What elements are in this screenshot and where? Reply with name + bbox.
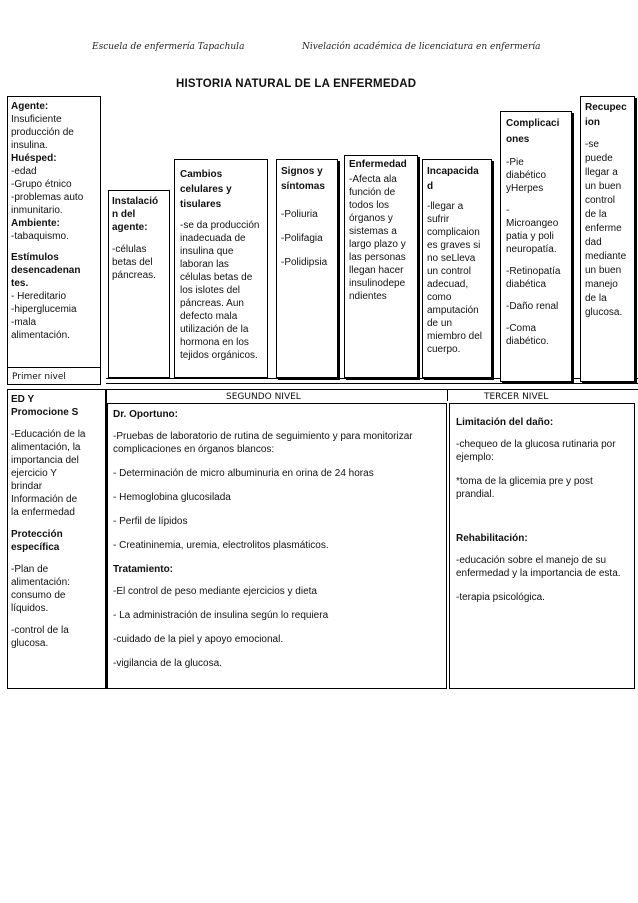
cambios-line: defecto mala <box>180 311 238 322</box>
tratamiento-title: Tratamiento: <box>113 564 174 575</box>
nivelacion-label: Nivelación académica de licenciatura en enfermería <box>302 42 541 52</box>
enfermedad-line: largo plazo y <box>349 239 406 250</box>
enfermedad-text <box>349 173 413 303</box>
recuperacion-line: un buen <box>585 265 622 276</box>
primer-nivel-box <box>7 367 101 385</box>
tratamiento-item: - La administración de insulina según lo requiera <box>113 610 329 621</box>
edu-line: ejercicio Y <box>11 468 57 479</box>
signos-item: -Polifagia <box>281 233 323 244</box>
recuperacion-line: manejo <box>585 279 618 290</box>
signos-title-line: síntomas <box>281 181 325 192</box>
prot-title-line: específica <box>11 542 60 553</box>
rehab-items <box>456 554 628 604</box>
complicacion-line: -Pie <box>506 157 524 168</box>
edu-title-line: ED Y <box>11 394 35 405</box>
enfermedad-line: insulinodepe <box>349 278 406 289</box>
edu-title-line: Promocione S <box>11 407 79 418</box>
complicacion-line: yHerpes <box>506 183 544 194</box>
prot-line: líquidos. <box>11 603 49 614</box>
estimulos-line: tes. <box>11 278 29 289</box>
limitacion-item: -chequeo de la glucosa rutinaria por ejemplo: <box>456 439 616 463</box>
prot-line: alimentación: <box>11 577 70 588</box>
incapacidad-line: no seLleva <box>427 253 476 264</box>
segundo-nivel-label: SEGUNDO NIVEL <box>226 392 301 402</box>
enfermedad-line: -Afecta ala <box>349 174 397 185</box>
stage-incapacidad <box>422 159 492 378</box>
recuperacion-line: un buen <box>585 181 622 192</box>
oportuno-items <box>113 430 441 552</box>
instalacion-text <box>112 243 166 282</box>
tratamiento-item: -vigilancia de la glucosa. <box>113 658 222 669</box>
oportuno-item: - Hemoglobina glucosilada <box>113 492 231 503</box>
agent-box <box>7 96 101 368</box>
stage-line-bottom <box>106 383 638 384</box>
cambios-line: hormona en los <box>180 337 249 348</box>
cambios-title-line: tisulares <box>180 199 222 210</box>
stage-complicaciones <box>500 111 572 382</box>
recuperacion-line: glucosa. <box>585 307 623 318</box>
stage-enfermedad <box>344 155 418 378</box>
agente-line: insulina. <box>11 140 48 151</box>
recuperacion-title <box>585 100 630 130</box>
incapacidad-line: de un <box>427 318 453 329</box>
huesped-item: -problemas auto <box>11 192 84 203</box>
agente-text <box>11 113 97 152</box>
tratamiento-item: -El control de peso mediante ejercicios y dieta <box>113 586 317 597</box>
edu-line: alimentación, la <box>11 442 81 453</box>
signos-item: -Poliuria <box>281 209 318 220</box>
enfermedad-line: todos los <box>349 200 390 211</box>
complicacion-line: neuropatía. <box>506 244 557 255</box>
complicaciones-title <box>506 116 566 148</box>
incapacidad-line: miembro del <box>427 331 483 342</box>
instalacion-title-line: Instalació <box>112 196 159 207</box>
estimulos-item: -hiperglucemia <box>11 304 77 315</box>
complicacion-line: - <box>506 205 510 216</box>
instalacion-line: -células <box>112 244 147 255</box>
cambios-line: utilización de la <box>180 324 249 335</box>
stage-signos <box>276 159 338 378</box>
edu-title <box>11 393 102 419</box>
ambiente-label: Ambiente: <box>11 218 60 229</box>
complicacion-line: Microangeo <box>506 218 559 229</box>
huesped-item: -edad <box>11 166 37 177</box>
estimulos-items <box>11 290 97 342</box>
agente-line: producción de <box>11 127 74 138</box>
incapacidad-title-line: d <box>427 181 434 192</box>
oportuno-item: - Determinación de micro albuminuria en orina de 24 horas <box>113 468 374 479</box>
recuperacion-line: puede <box>585 153 613 164</box>
recuperacion-line: de la <box>585 209 607 220</box>
edu-line: -Educación de la <box>11 429 86 440</box>
estimulos-item: -mala <box>11 317 37 328</box>
recuperacion-line: llegar a <box>585 167 618 178</box>
complicacion-item <box>506 300 566 313</box>
ambiente-item: -tabaquismo. <box>11 231 69 242</box>
signos-items <box>281 208 333 269</box>
complicacion-line: -Coma <box>506 323 537 334</box>
primer-nivel-label: Primer nivel <box>12 372 66 382</box>
instalacion-title-line: agente: <box>112 222 148 233</box>
enfermedad-line: función de <box>349 187 396 198</box>
huesped-item: inmunitario. <box>11 205 63 216</box>
enfermedad-line: las personas <box>349 252 406 263</box>
recuperacion-line: mediante <box>585 251 627 262</box>
prot-text2 <box>11 624 102 650</box>
incapacidad-line: es graves si <box>427 240 481 251</box>
prot-title-line: Protección <box>11 529 63 540</box>
limitacion-item: *toma de la glicemia pre y post prandial. <box>456 476 593 500</box>
incapacidad-line: sufrir <box>427 214 450 225</box>
instalacion-line: páncreas. <box>112 270 156 281</box>
cambios-line: tejidos orgánicos. <box>180 350 258 361</box>
recuperacion-line: control <box>585 195 616 206</box>
edu-line: la enfermedad <box>11 507 75 518</box>
estimulos-line: desencadenan <box>11 265 81 276</box>
oportuno-item: - Perfil de lípidos <box>113 516 188 527</box>
cambios-line: inadecuada de <box>180 233 246 244</box>
divider-2 <box>447 389 448 401</box>
huesped-item: -Grupo étnico <box>11 179 72 190</box>
edu-line: Información de <box>11 494 78 505</box>
incapacidad-line: un control <box>427 266 471 277</box>
cambios-line: -se da producción <box>180 220 260 231</box>
complicacion-line: -Daño renal <box>506 301 559 312</box>
complicaciones-title-line: ones <box>506 134 530 145</box>
prot-line: -control de la <box>11 625 69 636</box>
oportuno-item: -Pruebas de laboratorio de rutina de seguimiento y para monitorizar complicaciones en órganos blancos: <box>113 431 413 455</box>
oportuno-title: Dr. Oportuno: <box>113 409 178 420</box>
estimulos-label <box>11 251 97 290</box>
incapacidad-line: complicaion <box>427 227 480 238</box>
secondary-box <box>107 403 447 689</box>
estimulos-item: - Hereditario <box>11 291 67 302</box>
complicacion-line: patia y poli <box>506 231 554 242</box>
primary-prevention-box <box>7 389 106 689</box>
cambios-line: laboran las <box>180 259 229 270</box>
cambios-title <box>180 167 262 212</box>
edu-line: importancia del <box>11 455 79 466</box>
agente-label: Agente: <box>11 101 49 112</box>
page-title: HISTORIA NATURAL DE LA ENFERMEDAD <box>176 78 417 90</box>
school-name: Escuela de enfermería Tapachula <box>92 42 245 52</box>
instalacion-title-line: n del <box>112 209 136 220</box>
cambios-line: los islotes del <box>180 285 241 296</box>
huesped-items <box>11 165 97 217</box>
huesped-label: Huésped: <box>11 153 57 164</box>
tercer-nivel-label: TERCER NIVEL <box>484 392 549 402</box>
stage-cambios <box>174 159 268 378</box>
estimulos-line: Estímulos <box>11 252 59 263</box>
rehab-item: -educación sobre el manejo de su enfermedad y la importancia de esta. <box>456 555 621 579</box>
recuperacion-title-line: ion <box>585 117 600 128</box>
enfermedad-line: órganos y <box>349 213 393 224</box>
complicacion-line: diabético. <box>506 336 549 347</box>
oportuno-item: - Creatininemia, uremia, electrolitos plasmáticos. <box>113 540 329 551</box>
incapacidad-title-line: Incapacida <box>427 166 479 177</box>
complicacion-item <box>506 265 566 291</box>
recuperacion-line: -se <box>585 139 599 150</box>
cambios-line: insulina que <box>180 246 234 257</box>
recuperacion-title-line: Recupec <box>585 102 627 113</box>
agente-line: Insuficiente <box>11 114 62 125</box>
rehab-item: -terapia psicológica. <box>456 592 545 603</box>
complicacion-line: diabético <box>506 170 547 181</box>
limitacion-items <box>456 438 628 501</box>
cambios-title-line: celulares y <box>180 184 232 195</box>
complicacion-item <box>506 204 566 256</box>
complicacion-item <box>506 156 566 195</box>
prot-text <box>11 563 102 615</box>
cambios-title-line: Cambios <box>180 169 223 180</box>
incapacidad-title <box>427 164 487 194</box>
tertiary-box <box>449 403 635 689</box>
incapacidad-line: cuerpo. <box>427 344 461 355</box>
prot-line: -Plan de <box>11 564 49 575</box>
enfermedad-line: ndientes <box>349 291 387 302</box>
edu-text <box>11 428 102 519</box>
complicaciones-items <box>506 156 566 348</box>
instalacion-title <box>112 195 166 234</box>
prot-title <box>11 528 102 554</box>
enfermedad-title: Enfermedad <box>349 159 407 170</box>
recuperacion-line: dad <box>585 237 602 248</box>
stage-recuperacion <box>580 96 635 382</box>
complicacion-item <box>506 322 566 348</box>
cambios-line: páncreas. Aun <box>180 298 244 309</box>
cambios-text <box>180 219 262 362</box>
incapacidad-line: amputación <box>427 305 479 316</box>
instalacion-line: betas del <box>112 257 153 268</box>
edu-line: brindar <box>11 481 43 492</box>
recuperacion-line: de la <box>585 293 607 304</box>
tratamiento-item: -cuidado de la piel y apoyo emocional. <box>113 634 284 645</box>
complicacion-line: diabética <box>506 279 547 290</box>
signos-title <box>281 164 333 194</box>
tratamiento-items <box>113 585 441 670</box>
cambios-line: células betas de <box>180 272 253 283</box>
incapacidad-line: como <box>427 292 452 303</box>
incapacidad-line: -llegar a <box>427 201 464 212</box>
prot-line: glucosa. <box>11 638 49 649</box>
stage-instalacion <box>108 190 170 378</box>
estimulos-item: alimentación. <box>11 330 70 341</box>
incapacidad-line: adecuad, <box>427 279 469 290</box>
prot-line: consumo de <box>11 590 66 601</box>
signos-title-line: Signos y <box>281 166 323 177</box>
rehab-title: Rehabilitación: <box>456 533 528 544</box>
recuperacion-line: enferme <box>585 223 622 234</box>
incapacidad-text <box>427 200 487 356</box>
signos-item: -Polidipsia <box>281 257 328 268</box>
recuperacion-text <box>585 138 630 320</box>
complicacion-line: -Retinopatía <box>506 266 561 277</box>
limitacion-title: Limitación del daño: <box>456 417 554 428</box>
complicaciones-title-line: Complicaci <box>506 118 560 129</box>
enfermedad-line: sistemas a <box>349 226 397 237</box>
enfermedad-line: llegan hacer <box>349 265 404 276</box>
